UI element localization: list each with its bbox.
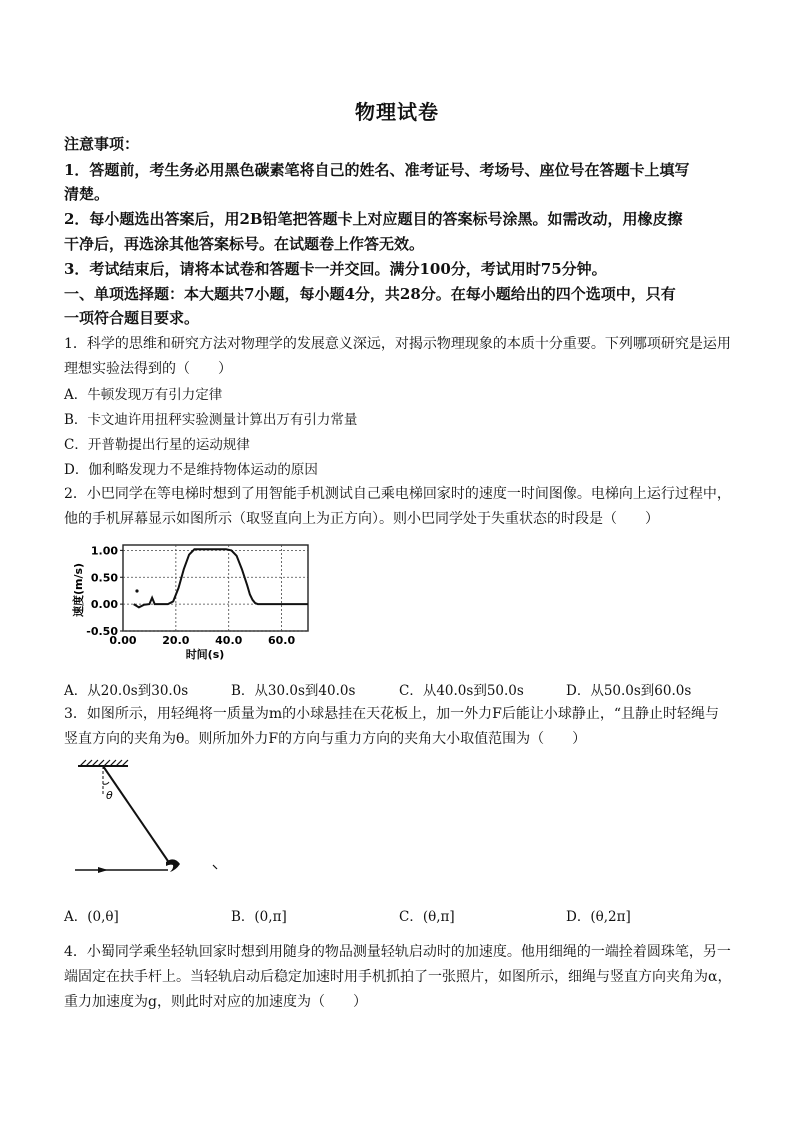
- y-tick-label: 1.00: [90, 544, 118, 558]
- q2-stem-line1: 2．小巴同学在等电梯时想到了用智能手机测试自己乘电梯回家时的速度一时间图像。电梯向上运行过程中，: [64, 486, 731, 502]
- q2-option-d: D．从50.0s到60.0s: [566, 683, 692, 699]
- q1-stem-line1: 1．科学的思维和研究方法对物理学的发展意义深远，对揭示物理现象的本质十分重要。下列哪项研究是运用: [64, 336, 731, 352]
- rope-line: [103, 766, 170, 864]
- q2-option-b: B．从30.0s到40.0s: [231, 683, 356, 699]
- q4-stem-line1: 4．小蜀同学乘坐轻轨回家时想到用随身的物品测量轻轨启动时的加速度。他用细绳的一端拴着圆珠笔，另一: [64, 944, 731, 960]
- q3-option-c: C．(θ,π]: [399, 909, 455, 925]
- q4-stem-line3: 重力加速度为g，则此时对应的加速度为（ ）: [64, 994, 367, 1010]
- q2-option-a: A．从20.0s到30.0s: [64, 683, 189, 699]
- x-axis-label: 时间(s): [185, 648, 225, 661]
- q4-stem-line2: 端固定在扶手杆上。当轻轨启动后稳定加速时用手机抓拍了一张照片，如图所示，细绳与竖直方向夹角为α，: [64, 969, 732, 985]
- y-tick-label: 0.00: [90, 598, 118, 612]
- q3-option-b: B．(0,π]: [231, 909, 287, 925]
- y-axis-label: 速度(m/s): [72, 562, 85, 618]
- angle-arc: [103, 782, 109, 784]
- angle-theta-label: θ: [106, 789, 113, 802]
- q3-stem-line2: 竖直方向的夹角为θ。则所加外力F的方向与重力方向的夹角大小取值范围为（ ）: [64, 731, 587, 747]
- q2-option-c: C．从40.0s到50.0s: [399, 683, 524, 699]
- section-heading-line2: 一项符合题目要求。: [64, 309, 200, 327]
- q3-option-d: D．(θ,2π]: [566, 909, 631, 925]
- q3-stem-line1: 3．如图所示，用轻绳将一质量为m的小球悬挂在天花板上，加一外力F后能让小球静止，“且静止时轻绳与: [64, 706, 720, 722]
- y-tick-label: -0.50: [86, 625, 118, 638]
- x-tick-label: 20.0: [162, 634, 190, 647]
- y-tick-label: 0.50: [90, 571, 118, 585]
- force-arrow-head: [98, 867, 108, 873]
- start-marker-dot: [135, 589, 138, 592]
- ball: [166, 859, 180, 872]
- x-tick-label: 40.0: [215, 634, 243, 647]
- plot-frame: [123, 545, 308, 631]
- page-title: 物理试卷: [355, 100, 439, 124]
- q1-option-c: C．开普勒提出行星的运动规律: [64, 437, 250, 453]
- note-2-line1: 2．每小题选出答案后，用2B铅笔把答题卡上对应题目的答案标号涂黑。如需改动，用橡皮擦: [64, 210, 683, 228]
- note-3: 3．考试结束后，请将本试卷和答题卡一并交回。满分100分，考试用时75分钟。: [64, 260, 607, 278]
- q2-stem-line2: 他的手机屏幕显示如图所示（取竖直向上为正方向）。则小巴同学处于失重状态的时段是（ ）: [64, 511, 659, 527]
- note-2-line2: 干净后，再选涂其他答案标号。在试题卷上作答无效。: [64, 235, 425, 253]
- note-1-line1: 1．答题前，考生务必用黑色碳素笔将自己的姓名、准考证号、考场号、座位号在答题卡上填写: [64, 161, 690, 179]
- x-tick-label: 0.00: [109, 634, 137, 647]
- q1-option-b: B．卡文迪许用扭秤实验测量计算出万有引力常量: [64, 412, 358, 428]
- x-tick-label: 60.0: [268, 634, 296, 647]
- q3-option-a: A．(0,θ]: [64, 909, 119, 925]
- notes-heading: 注意事项：: [64, 135, 140, 153]
- section-heading-line1: 一、单项选择题：本大题共7小题，每小题4分，共28分。在每小题给出的四个选项中，只有: [64, 285, 676, 303]
- velocity-time-chart: [60, 535, 330, 665]
- note-1-line2: 清楚。: [64, 185, 110, 203]
- stray-mark: [213, 865, 217, 869]
- q1-option-a: A．牛顿发现万有引力定律: [64, 387, 223, 403]
- q1-option-d: D．伽利略发现力不是维持物体运动的原因: [64, 462, 318, 478]
- q1-stem-line2: 理想实验法得到的（ ）: [64, 361, 232, 377]
- pendulum-diagram: [70, 758, 230, 878]
